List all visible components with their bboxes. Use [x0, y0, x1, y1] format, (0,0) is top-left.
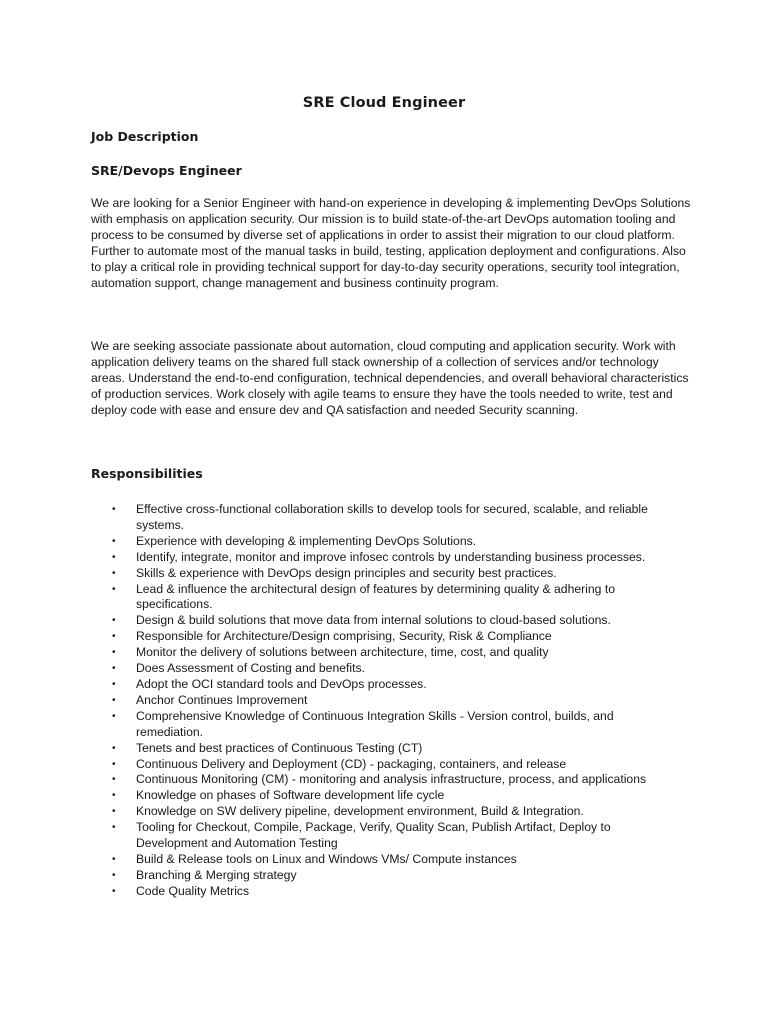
list-item-text: Anchor Continues Improvement	[136, 692, 308, 707]
bullet-icon: •	[112, 678, 116, 690]
list-item-text: Branching & Merging strategy	[136, 867, 297, 882]
bullet-icon: •	[112, 647, 116, 659]
bullet-icon: •	[112, 694, 116, 706]
bullet-icon: •	[112, 663, 116, 675]
list-item-text: Effective cross-functional collaboration skills to develop tools for secured, scalable, and reliable systems.	[136, 502, 648, 532]
bullet-icon: •	[112, 535, 116, 547]
role-heading: SRE/Devops Engineer	[91, 163, 242, 178]
list-item	[0, 566, 656, 582]
responsibilities-heading: Responsibilities	[91, 466, 203, 481]
responsibilities-list	[0, 502, 768, 900]
list-item-text: Design & build solutions that move data from internal solutions to cloud-based solutions.	[136, 613, 611, 628]
list-item-text: Knowledge on phases of Software development life cycle	[136, 788, 445, 803]
bullet-icon: •	[112, 885, 116, 897]
list-item	[0, 709, 656, 741]
list-item-text: Skills & experience with DevOps design principles and security best practices.	[136, 565, 557, 580]
bullet-icon: •	[112, 567, 116, 579]
seeking-paragraph: We are seeking associate passionate about automation, cloud computing and application security. Work with application delivery teams on the shared full stack ownership of a collection of services and/or technology areas. Understand the end-to-end configuration, technical dependencies, and overall behavioral characteristics of production services. Work closely with agile teams to ensure they have the tools needed to write, test and deploy code with ease and ensure dev and QA satisfaction and needed Security scanning.	[91, 339, 689, 417]
list-item-text: Lead & influence the architectural design of features by determining quality & adhering to specifications.	[136, 581, 615, 612]
bullet-icon: •	[112, 631, 116, 643]
list-item-text: Adopt the OCI standard tools and DevOps processes.	[136, 676, 427, 691]
list-item-text: Does Assessment of Costing and benefits.	[136, 661, 365, 676]
list-item-text: Identify, integrate, monitor and improve infosec controls by understanding business processes.	[136, 549, 646, 564]
bullet-icon: •	[112, 822, 116, 834]
list-item-text: Tooling for Checkout, Compile, Package, Verify, Quality Scan, Publish Artifact, Deploy to Development and Automation Testing	[136, 820, 611, 851]
list-item	[0, 820, 656, 852]
list-item	[0, 677, 656, 693]
list-item-text: Continuous Monitoring (CM) - monitoring and analysis infrastructure, process, and applications	[136, 772, 647, 787]
list-item-text: Responsible for Architecture/Design comprising, Security, Risk & Compliance	[136, 629, 552, 644]
bullet-icon: •	[112, 504, 116, 515]
list-item-text: Continuous Delivery and Deployment (CD) - packaging, containers, and release	[136, 756, 567, 771]
list-item	[0, 868, 656, 884]
document-title: SRE Cloud Engineer	[302, 95, 466, 111]
bullet-icon: •	[112, 551, 116, 563]
list-item	[0, 884, 656, 900]
list-item	[0, 613, 656, 629]
list-item	[0, 582, 656, 614]
bullet-icon: •	[112, 758, 116, 770]
bullet-icon: •	[112, 790, 116, 802]
list-item	[0, 788, 656, 804]
list-item	[0, 550, 656, 566]
bullet-icon: •	[112, 583, 116, 595]
bullet-icon: •	[112, 615, 116, 627]
list-item-text: Experience with developing & implementing DevOps Solutions.	[136, 533, 477, 548]
bullet-icon: •	[112, 774, 116, 786]
list-item-text: Monitor the delivery of solutions between architecture, time, cost, and quality	[136, 645, 549, 660]
list-item	[0, 757, 656, 773]
list-item	[0, 693, 656, 709]
list-item-text: Knowledge on SW delivery pipeline, development environment, Build & Integration.	[136, 804, 584, 819]
intro-paragraph: We are looking for a Senior Engineer with hand-on experience in developing & implementing DevOps Solutions with emphasis on application security. Our mission is to build state-of-the-art DevOps automation tooling and process to be consumed by diverse set of applications in order to assist their migration to our cloud platform. Further to automate most of the manual tasks in build, testing, application deployment and configurations. Also to play a critical role in providing technical support for day-to-day security operations, security tool integration, automation support, change management and business continuity program.	[91, 196, 691, 290]
bullet-icon: •	[112, 853, 116, 865]
list-item	[0, 661, 656, 677]
bullet-icon: •	[112, 806, 116, 818]
job-description-heading: Job Description	[91, 129, 199, 144]
list-item	[0, 852, 656, 868]
bullet-icon: •	[112, 869, 116, 881]
bullet-icon: •	[112, 710, 116, 722]
list-item-text: Code Quality Metrics	[136, 883, 250, 898]
bullet-icon: •	[112, 742, 116, 754]
list-item	[0, 741, 656, 757]
list-item	[0, 804, 656, 820]
list-item-text: Tenets and best practices of Continuous Testing (CT)	[136, 740, 423, 755]
list-item	[0, 772, 656, 788]
list-item	[0, 534, 656, 550]
list-item	[0, 645, 656, 661]
list-item	[0, 629, 656, 645]
list-item	[0, 502, 656, 534]
list-item-text: Build & Release tools on Linux and Windows VMs/ Compute instances	[136, 851, 517, 866]
list-item-text: Comprehensive Knowledge of Continuous Integration Skills - Version control, builds, and remediation.	[136, 708, 614, 739]
